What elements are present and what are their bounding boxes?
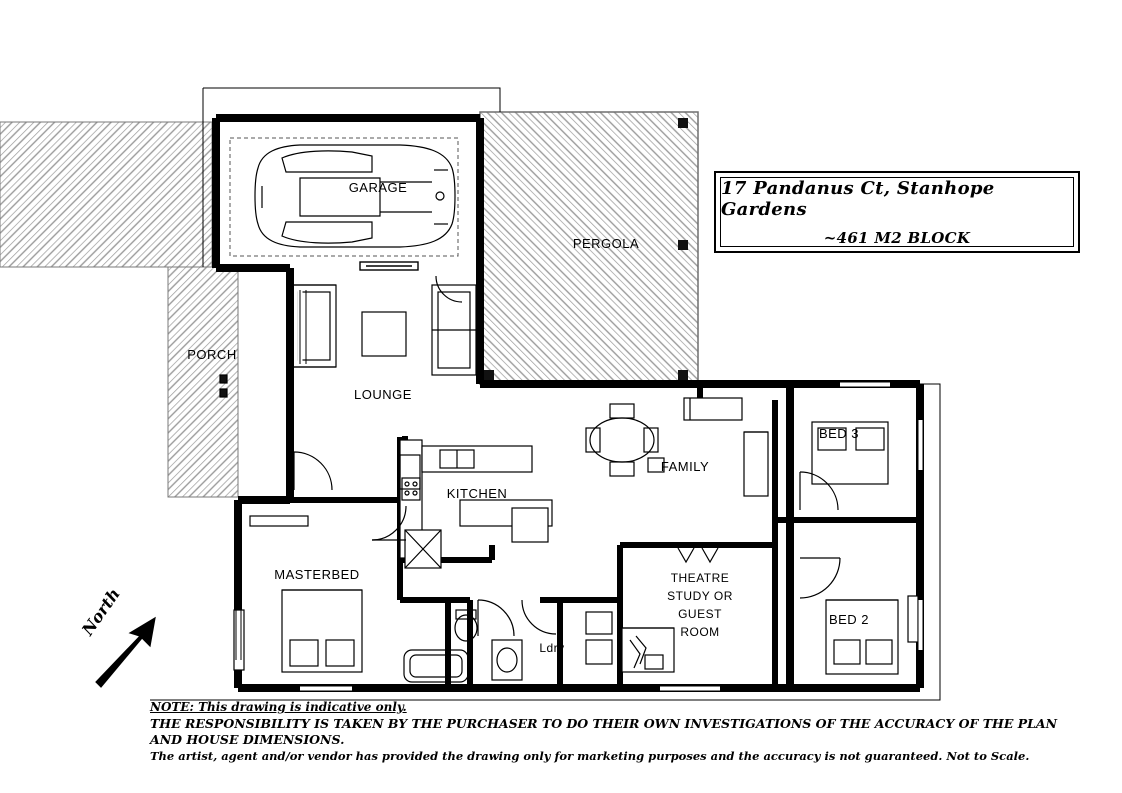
north-label: North — [78, 584, 124, 639]
room-label-garage: GARAGE — [348, 180, 408, 195]
room-label-family: FAMILY — [660, 459, 710, 474]
room-label-pergola: PERGOLA — [572, 236, 640, 251]
laundry-fixtures — [586, 612, 612, 664]
masterbed-furniture — [234, 516, 362, 672]
note-line-3: The artist, agent and/or vendor has provided the drawing only for marketing purposes and the accuracy is not guaranteed. Not to Scale. — [150, 748, 1030, 763]
room-label-kitchen: KITCHEN — [446, 486, 508, 501]
block-size: ~461 M2 BLOCK — [823, 228, 971, 247]
title-block — [714, 171, 1080, 253]
room-label-laundry: Ldry — [539, 641, 565, 655]
bed2-furniture — [826, 596, 918, 674]
room-label-lounge: LOUNGE — [354, 387, 412, 402]
kitchen-fittings — [400, 440, 552, 568]
room-label-masterbed: MASTERBED — [274, 567, 360, 582]
room-label-theatre-line4: ROOM — [680, 625, 720, 639]
driveway-hatch — [0, 122, 212, 267]
disclaimer-notes — [150, 700, 1070, 764]
property-address: 17 Pandanus Ct, Stanhope Gardens — [721, 177, 995, 220]
north-arrow — [96, 618, 155, 687]
room-label-theatre-line3: GUEST — [678, 607, 722, 621]
room-label-bed2: BED 2 — [828, 612, 870, 627]
bathroom-fixtures — [404, 610, 522, 682]
room-label-theatre-line1: THEATRE — [670, 571, 730, 585]
garage-door — [360, 262, 418, 270]
note-line-1: NOTE: This drawing is indicative only. — [150, 700, 407, 714]
garage-car — [230, 138, 458, 256]
note-line-2: THE RESPONSIBILITY IS TAKEN BY THE PURCHASER TO DO THEIR OWN INVESTIGATIONS OF THE ACCURACY OF THE PLAN AND HOUSE DIMENSIONS. — [150, 715, 1058, 748]
room-label-bed3: BED 3 — [818, 426, 860, 441]
room-label-theatre-line2: STUDY OR — [667, 589, 733, 603]
room-label-porch: PORCH — [187, 347, 237, 362]
